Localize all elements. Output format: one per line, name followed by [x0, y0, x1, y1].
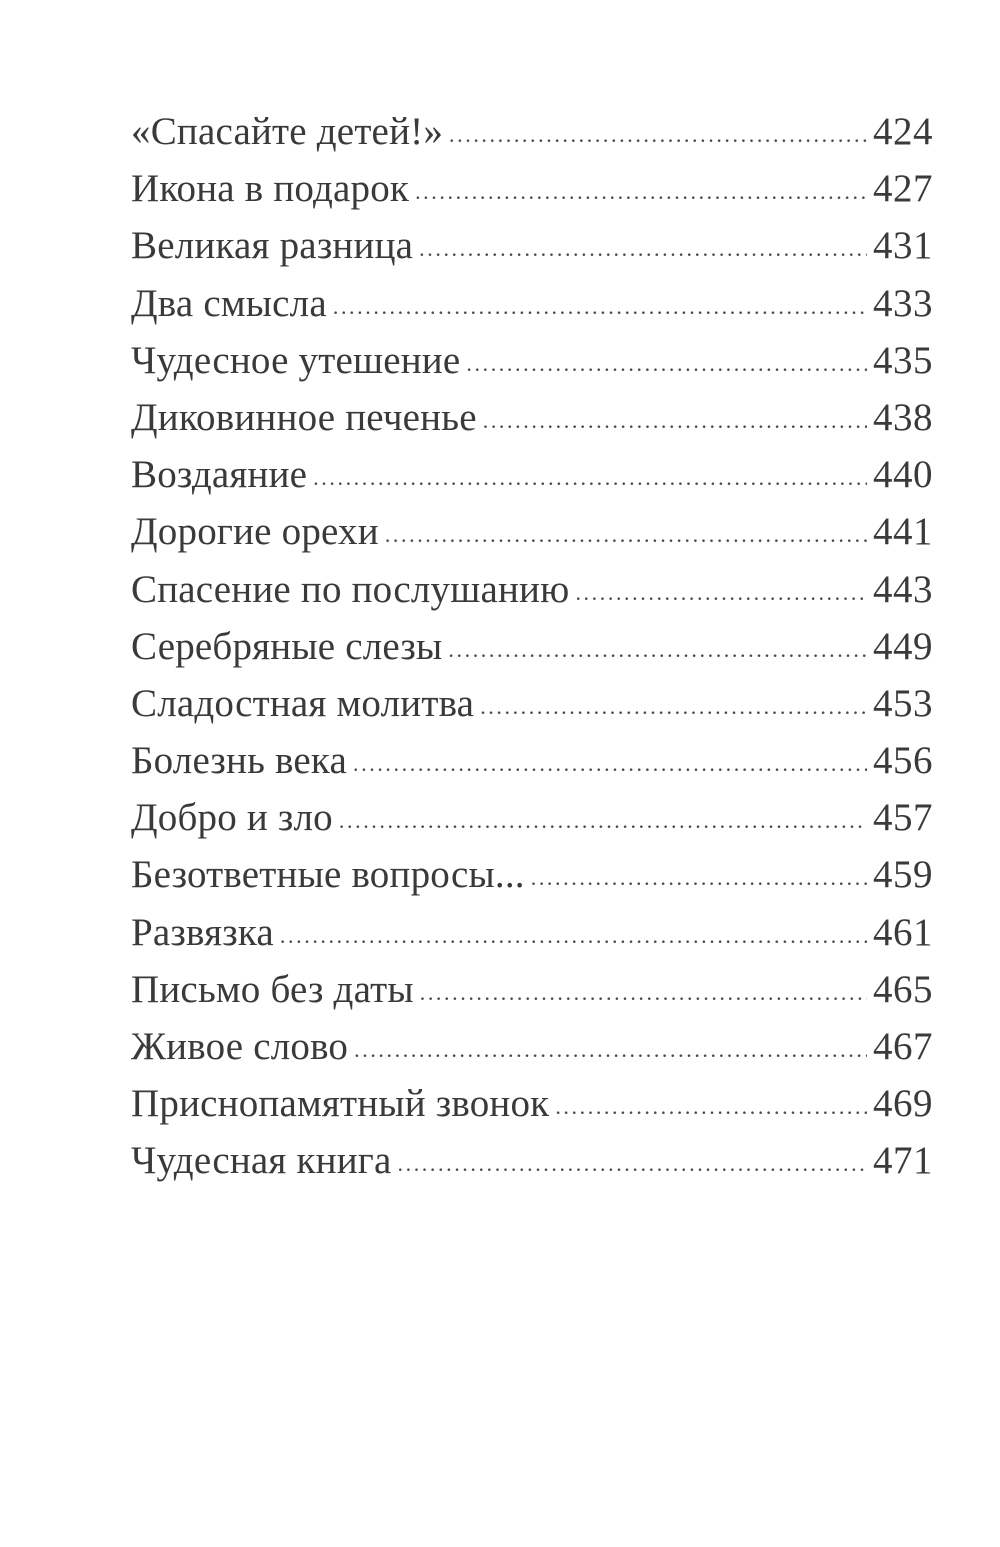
toc-entry-page-number: 453: [873, 681, 933, 725]
toc-entry-page-number: 424: [873, 110, 933, 153]
toc-dot-leader: [575, 564, 867, 621]
toc-entry: [131, 1018, 933, 1075]
toc-entry: [131, 904, 933, 961]
toc-entry: [131, 675, 933, 732]
toc-dot-leader: [415, 163, 867, 220]
toc-entry-title: Развязка: [131, 910, 274, 954]
toc-entry-title: «Спасайте детей!»: [131, 110, 444, 153]
toc-entry-page-number: 465: [873, 967, 933, 1011]
toc-dot-leader: [339, 792, 867, 849]
toc-entry-page-number: 441: [873, 510, 933, 554]
toc-dot-leader: [466, 335, 867, 392]
toc-entry-page-number: 440: [873, 453, 933, 497]
toc-entry: [131, 561, 933, 618]
toc-entry-page-number: 471: [873, 1139, 933, 1183]
toc-entry-page-number: 431: [873, 224, 933, 268]
toc-entry-title: Икона в подарок: [131, 167, 410, 211]
toc-entry-title: Диковинное печенье: [131, 395, 477, 439]
toc-dot-leader: [354, 1021, 867, 1078]
toc-entry-title: Два смысла: [131, 281, 327, 325]
toc-entry-page-number: 459: [873, 853, 933, 897]
toc-entry-title: Живое слово: [131, 1025, 349, 1068]
toc-entry: [131, 446, 933, 503]
toc-entry-page-number: 435: [873, 338, 933, 382]
toc-entry: [131, 1132, 933, 1189]
toc-entry: [131, 789, 933, 846]
toc-entry: [131, 1075, 933, 1132]
toc-entry: [131, 103, 933, 160]
toc-dot-leader: [333, 278, 867, 335]
toc-dot-leader: [531, 849, 867, 906]
toc-dot-leader: [449, 106, 867, 163]
toc-dot-leader: [420, 964, 867, 1021]
toc-dot-leader: [385, 506, 867, 563]
toc-entry-title: Письмо без даты: [131, 967, 414, 1011]
toc-dot-leader: [483, 392, 867, 449]
toc-entry: [131, 332, 933, 389]
toc-entry-title: Чудесное утешение: [131, 338, 461, 382]
toc-entry-title: Безответные вопросы...: [131, 853, 525, 897]
toc-entry: [131, 275, 933, 332]
toc-dot-leader: [419, 220, 867, 277]
toc-entry-page-number: 469: [873, 1082, 933, 1126]
toc-entry-title: Болезнь века: [131, 739, 348, 783]
toc-entry-page-number: 427: [873, 167, 933, 211]
toc-entry-page-number: 457: [873, 796, 933, 840]
toc-entry-page-number: 443: [873, 567, 933, 611]
toc-entry-page-number: 467: [873, 1025, 933, 1068]
toc-entry-title: Добро и зло: [131, 796, 333, 840]
toc-dot-leader: [448, 621, 867, 678]
toc-entry-title: Приснопамятный звонок: [131, 1082, 550, 1126]
toc-dot-leader: [280, 907, 867, 964]
toc-dot-leader: [555, 1078, 867, 1135]
toc-entry-title: Чудесная книга: [131, 1139, 392, 1183]
toc-entry: [131, 846, 933, 903]
toc-entry: [131, 732, 933, 789]
toc-entry: [131, 160, 933, 217]
toc-entry-title: Спасение по послушанию: [131, 567, 570, 611]
toc-dot-leader: [398, 1135, 868, 1192]
toc-entry-title: Серебряные слезы: [131, 624, 443, 668]
table-of-contents: [131, 103, 933, 1190]
toc-entry-title: Дорогие орехи: [131, 510, 379, 554]
toc-entry: [131, 389, 933, 446]
toc-entry: [131, 217, 933, 274]
toc-entry-page-number: 438: [873, 395, 933, 439]
toc-entry-title: Великая разница: [131, 224, 414, 268]
toc-dot-leader: [480, 678, 867, 735]
toc-entry: [131, 503, 933, 560]
toc-entry: [131, 961, 933, 1018]
toc-entry-page-number: 461: [873, 910, 933, 954]
toc-entry-page-number: 433: [873, 281, 933, 325]
toc-entry: [131, 618, 933, 675]
toc-entry-title: Воздаяние: [131, 453, 308, 497]
toc-entry-page-number: 449: [873, 624, 933, 668]
toc-entry-title: Сладостная молитва: [131, 681, 475, 725]
toc-dot-leader: [353, 735, 867, 792]
toc-dot-leader: [313, 449, 867, 506]
toc-entry-page-number: 456: [873, 739, 933, 783]
